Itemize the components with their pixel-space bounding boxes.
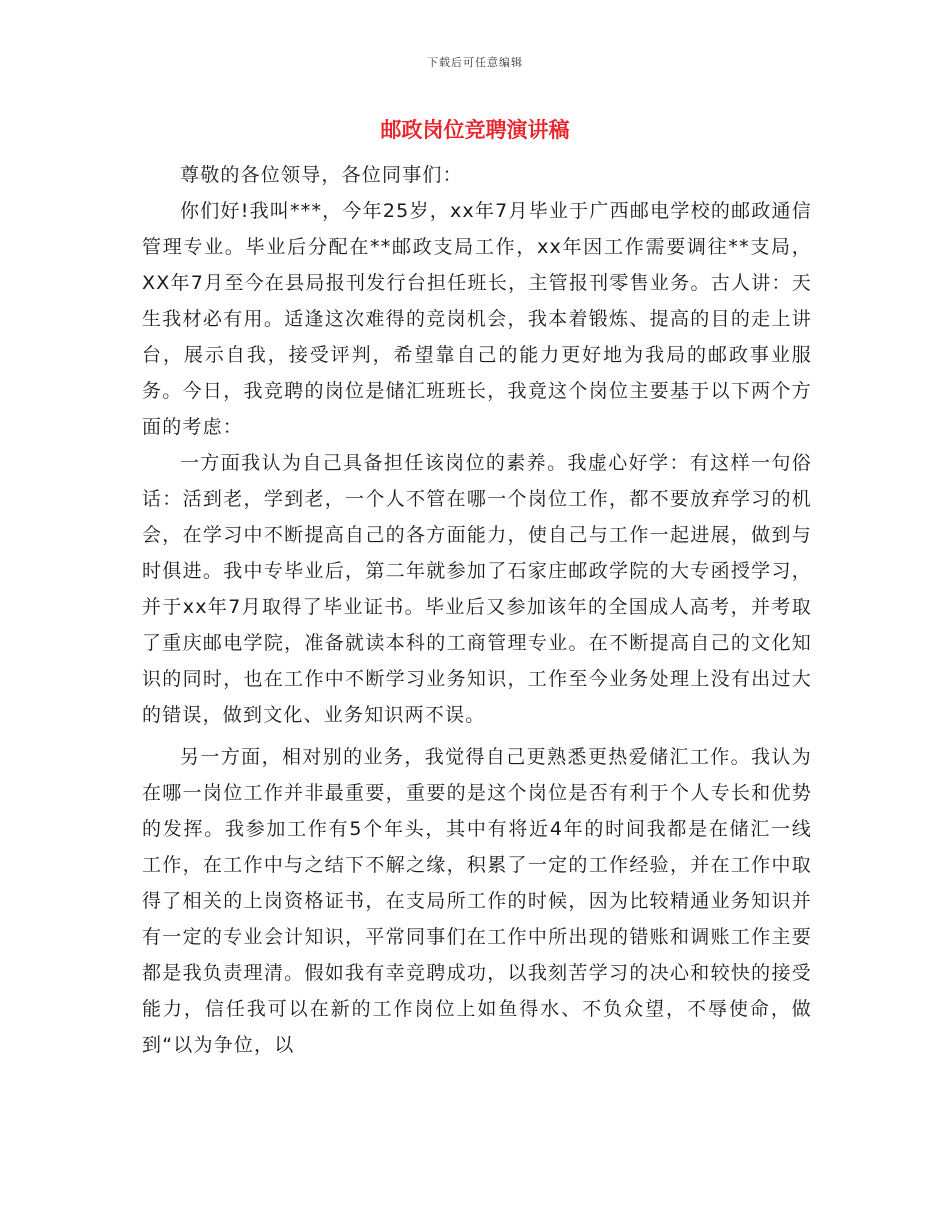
salutation-paragraph: 尊敬的各位领导，各位同事们： xyxy=(180,164,463,186)
header-note: 下载后可任意编辑 xyxy=(427,56,523,69)
first-aspect-paragraph: 一方面我认为自己具备担任该岗位的素养。我虚心好学：有这样一句俗话：活到老，学到老，一个人不管在哪一个岗位工作，都不要放弃学习的机会，在学习中不断提高自己的各方面能力，使自己与工作一起进展，做到与时俱进。我中专毕业后，第二年就参加了石家庄邮政学院的大专函授学习，并于xx年7月取得了毕业证书。毕业后又参加该年的全国成人高考，并考取了重庆邮电学院，准备就读本科的工商管理专业。在不断提高自己的文化知识的同时，也在工作中不断学习业务知识，工作至今业务处理上没有出过大的错误，做到文化、业务知识两不误。 xyxy=(142,452,812,726)
document-title: 邮政岗位竞聘演讲稿 xyxy=(380,118,570,142)
second-aspect-paragraph: 另一方面，相对别的业务，我觉得自己更熟悉更热爱储汇工作。我认为在哪一岗位工作并非最重要，重要的是这个岗位是否有利于个人专长和优势的发挥。我参加工作有5个年头，其中有将近4年的时间我都是在储汇一线工作，在工作中与之结下不解之缘，积累了一定的工作经验，并在工作中取得了相关的上岗资格证书，在支局所工作的时候，因为比较精通业务知识并有一定的专业会计知识，平常同事们在工作中所出现的错账和调账工作主要都是我负责理清。假如我有幸竞聘成功，以我刻苦学习的决心和较快的接受能力，信任我可以在新的工作岗位上如鱼得水、不负众望，不辱使命，做到“以为争位，以 xyxy=(142,746,812,1056)
intro-paragraph: 你们好!我叫***，今年25岁，xx年7月毕业于广西邮电学校的邮政通信管理专业。毕业后分配在**邮政支局工作，xx年因工作需要调往**支局，XX年7月至今在县局报刊发行台担任班长，主管报刊零售业务。古人讲：天生我材必有用。适逢这次难得的竞岗机会，我本着锻炼、提高的目的走上讲台，展示自我，接受评判，希望靠自己的能力更好地为我局的邮政事业服务。今日，我竞聘的岗位是储汇班班长，我竟这个岗位主要基于以下两个方面的考虑： xyxy=(142,200,812,438)
document-body xyxy=(142,157,812,1063)
